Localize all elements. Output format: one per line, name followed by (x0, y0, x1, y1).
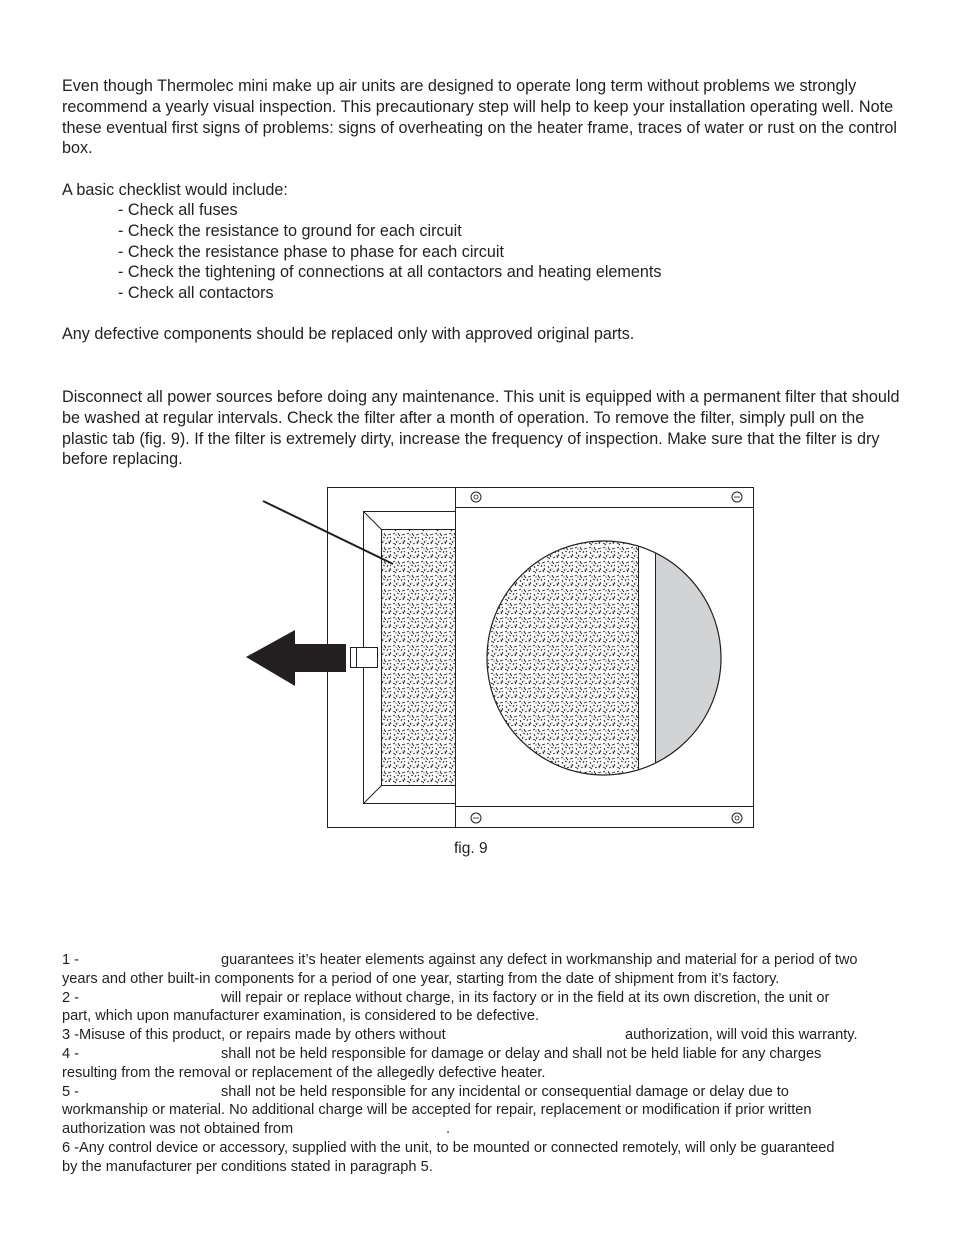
checklist-item: - Check the resistance phase to phase for each circuit (118, 242, 505, 261)
warranty-text: shall not be held responsible for damage or delay and shall not be held liable for any charges (221, 1046, 822, 1062)
checklist-heading: A basic checklist would include: (62, 181, 288, 199)
replacement-note: Any defective components should be replaced only with approved original parts. (62, 325, 635, 343)
checklist-item: - Check all fuses (118, 201, 238, 219)
filter-instructions: Disconnect all power sources before doing any maintenance. This unit is equipped with a permanent filter that should be washed at regular intervals. Check the filter after a month of operation. To remove the filter, simply pull on the plastic tab (fig. 9). If the filter is extremely dirty, increase the frequency of inspection. Make sure that the filter is dry before replacing. (62, 388, 900, 469)
warranty-text: resulting from the removal or replacement of the allegedly defective heater. (62, 1065, 546, 1081)
warranty-text: authorization, will void this warranty. (625, 1027, 858, 1043)
warranty-text: will repair or replace without charge, in its factory or in the field at its own discretion, the unit or (221, 990, 830, 1006)
screw-icon (471, 813, 481, 823)
warranty-text: workmanship or material. No additional charge will be accepted for repair, replacement or modification if prior written (62, 1102, 812, 1118)
warranty-item-number: 1 - (62, 952, 80, 968)
warranty-text: 3 -Misuse of this product, or repairs made by others without (62, 1027, 446, 1043)
warranty-item-number: 2 - (62, 990, 80, 1006)
warranty-text: authorization was not obtained from (62, 1121, 294, 1137)
checklist-item: - Check the tightening of connections at all contactors and heating elements (118, 263, 662, 282)
warranty-item-number: 5 - (62, 1084, 80, 1100)
warranty-text: years and other built-in components for a period of one year, starting from the date of shipment from it’s factory. (62, 971, 780, 987)
screw-icon (471, 492, 481, 502)
checklist-item: - Check all contactors (118, 284, 274, 303)
pull-direction-arrow-icon (246, 630, 346, 686)
figure-caption: fig. 9 (454, 840, 488, 857)
warranty-text: part, which upon manufacturer examination, is considered to be defective. (62, 1008, 539, 1024)
plastic-pull-tab (351, 648, 378, 668)
warranty-text: shall not be held responsible for any incidental or consequential damage or delay due to (221, 1084, 789, 1100)
warranty-text: guarantees it’s heater elements against any defect in workmanship and material for a period of two (221, 952, 858, 968)
screw-icon (732, 813, 742, 823)
warranty-text: by the manufacturer per conditions stated in paragraph 5. (62, 1159, 433, 1175)
maintenance-intro: Even though Thermolec mini make up air units are designed to operate long term without problems we strongly recommend a yearly visual inspection. This precautionary step will help to keep your installation operating well. Note these eventual first signs of problems: signs of overheating on the heater frame, traces of water or rust on the control box. (62, 77, 897, 158)
screw-icon (732, 492, 742, 502)
filter-media (382, 530, 456, 786)
warranty-item-number: 4 - (62, 1046, 80, 1062)
warranty-text: 6 -Any control device or accessory, supplied with the unit, to be mounted or connected remotely, will only be guaranteed (62, 1140, 835, 1156)
checklist-item: - Check the resistance to ground for each circuit (118, 221, 462, 240)
warranty-text: . (446, 1121, 451, 1137)
